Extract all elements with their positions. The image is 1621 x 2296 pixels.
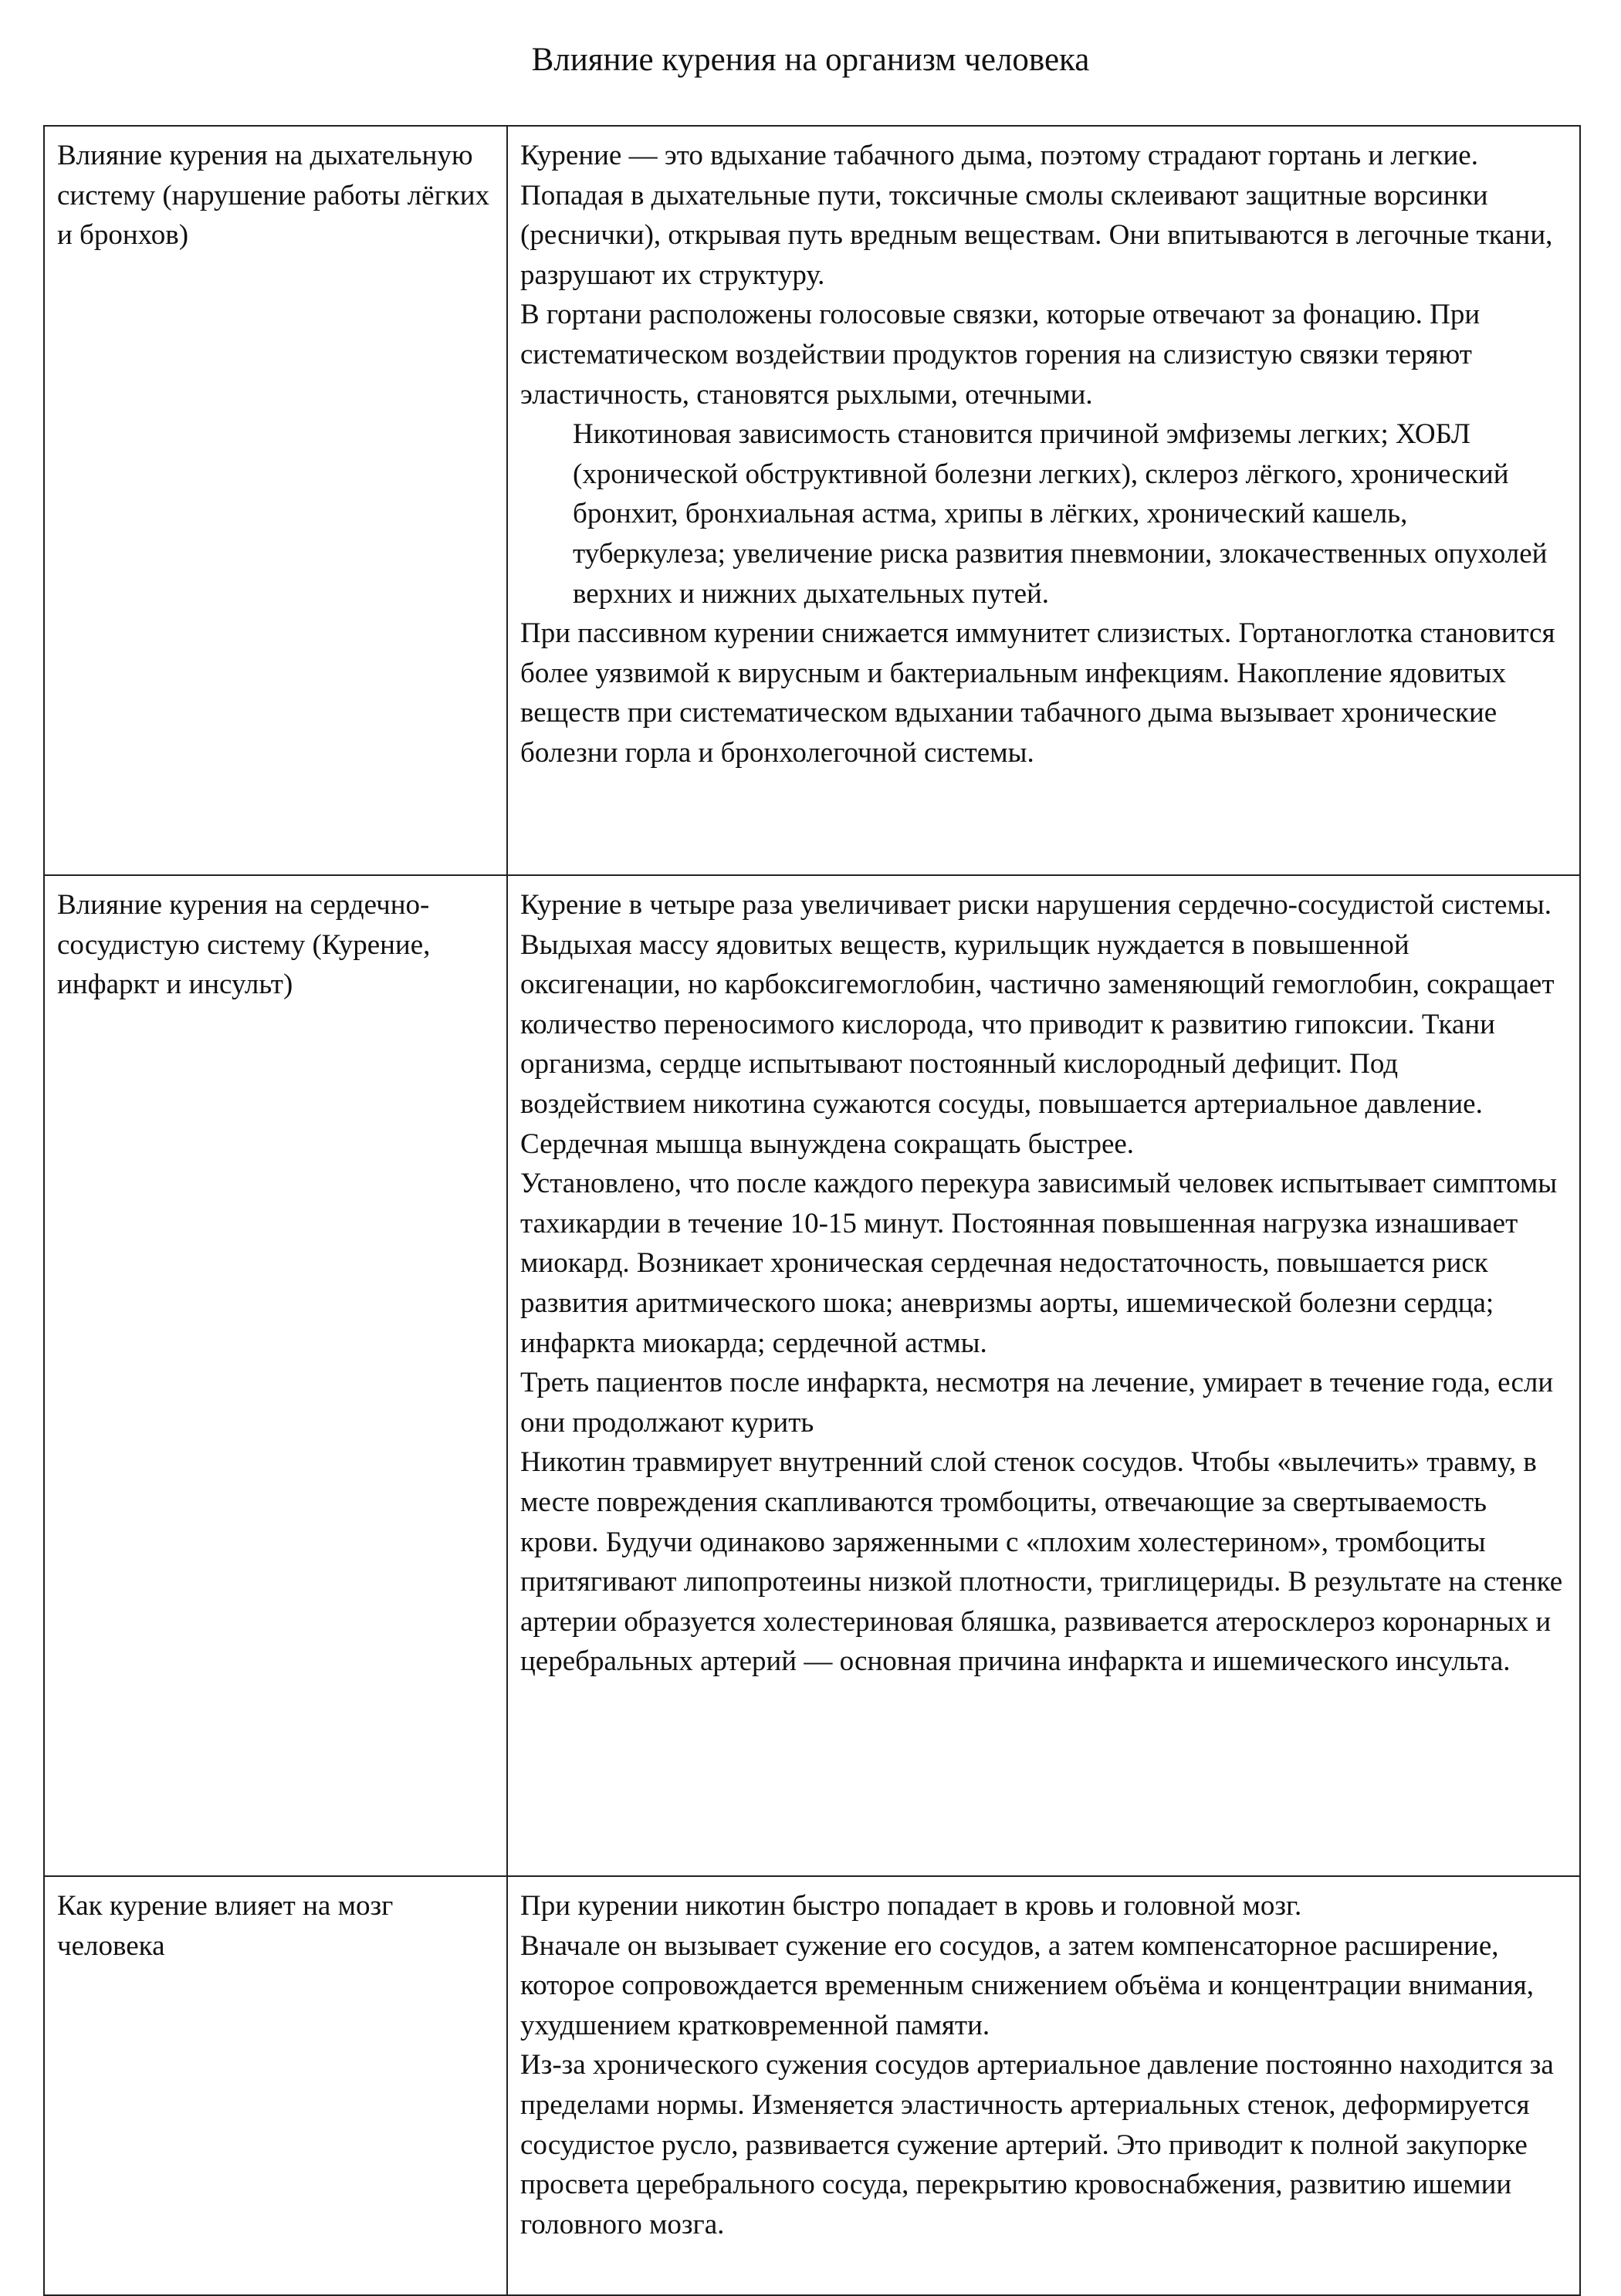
row-heading-respiratory: Влияние курения на дыхательную систему (нарушение работы лёгких и бронхов) [44,126,507,875]
paragraph: В гортани расположены голосовые связки, которые отвечают за фонацию. При систематическом воздействии продуктов горения на слизистую связки теряют эластичность, становятся рыхлыми, отечными. [520,299,1481,411]
indented-paragraph: Никотиновая зависимость становится причиной эмфиземы легких; ХОБЛ (хронической обструктивной болезни легких), склероз лёгкого, хронический бронхит, бронхиальная астма, хрипы в лёгких, хронический кашель, туберкулеза; увеличение риска развития пневмонии, злокачественных опухолей верхних и нижних дыхательных путей. [573,418,1548,610]
document-title: Влияние курения на организм человека [531,42,1090,78]
paragraph: Треть пациентов после инфаркта, несмотря на лечение, умирает в течение года, если они продолжают курить [520,1367,1554,1439]
table-row [44,875,1580,1876]
table-row [44,1876,1580,2295]
paragraph: Курение в четыре раза увеличивает риски нарушения сердечно-сосудистой системы. [520,889,1552,921]
paragraph: Из-за хронического сужения сосудов артериальное давление постоянно находится за пределами нормы. Изменяется эластичность артериальных стенок, деформируется сосудистое русло, развивается сужение артерий. Это приводит к полной закупорке просвета церебрального сосуда, перекрытию кровоснабжения, развитию ишемии головного мозга. [520,2049,1554,2240]
paragraph: Выдыхая массу ядовитых веществ, курильщик нуждается в повышенной оксигенации, но карбоксигемоглобин, частично заменяющий гемоглобин, сокращает количество переносимого кислорода, что приводит к развитию гипоксии. Ткани организма, сердце испытывают постоянный кислородный дефицит. Под воздействием никотина сужаются сосуды, повышается артериальное давление. Сердечная мышца вынуждена сокращать быстрее. [520,928,1555,1160]
content-table [43,125,1581,2296]
row-content-respiratory [507,126,1580,875]
paragraph: Никотин травмирует внутренний слой стенок сосудов. Чтобы «вылечить» травму, в месте повреждения скапливаются тромбоциты, отвечающие за свертываемость крови. Будучи одинаково заряженными с «плохим холестерином», тромбоциты притягивают липопротеины низкой плотности, триглицериды. В результате на стенке артерии образуется холестериновая бляшка, развивается атеросклероз коронарных и церебральных артерий — основная причина инфаркта и ишемического инсульта. [520,1446,1563,1678]
row-heading-cardiovascular: Влияние курения на сердечно-сосудистую систему (Курение, инфаркт и инсульт) [44,875,507,1876]
paragraph: При пассивном курении снижается иммунитет слизистых. Гортаноглотка становится более уязвимой к вирусным и бактериальным инфекциям. Накопление ядовитых веществ при систематическом вдыхании табачного дыма вызывает хронические болезни горла и бронхолегочной системы. [520,617,1555,769]
row-heading-brain: Как курение влияет на мозг человека [44,1876,507,2295]
paragraph: Установлено, что после каждого перекура зависимый человек испытывает симптомы тахикардии в течение 10-15 минут. Постоянная повышенная нагрузка изнашивает миокард. Возникает хроническая сердечная недостаточность, повышается риск развития аритмического шока; аневризмы аорты, ишемической болезни сердца; инфаркта миокарда; сердечной астмы. [520,1168,1558,1359]
paragraph: Вначале он вызывает сужение его сосудов, а затем компенсаторное расширение, которое сопровождается временным снижением объёма и концентрации внимания, ухудшением кратковременной памяти. [520,1929,1535,2041]
row-content-brain [507,1876,1580,2295]
paragraph: При курении никотин быстро попадает в кровь и головной мозг. [520,1890,1302,1922]
row-content-cardiovascular [507,875,1580,1876]
paragraph: Курение — это вдыхание табачного дыма, поэтому страдают гортань и легкие. Попадая в дыхательные пути, токсичные смолы склеивают защитные ворсинки (реснички), открывая путь вредным веществам. Они впитываются в легочные ткани, разрушают их структуру. [520,140,1553,291]
table-row [44,126,1580,875]
